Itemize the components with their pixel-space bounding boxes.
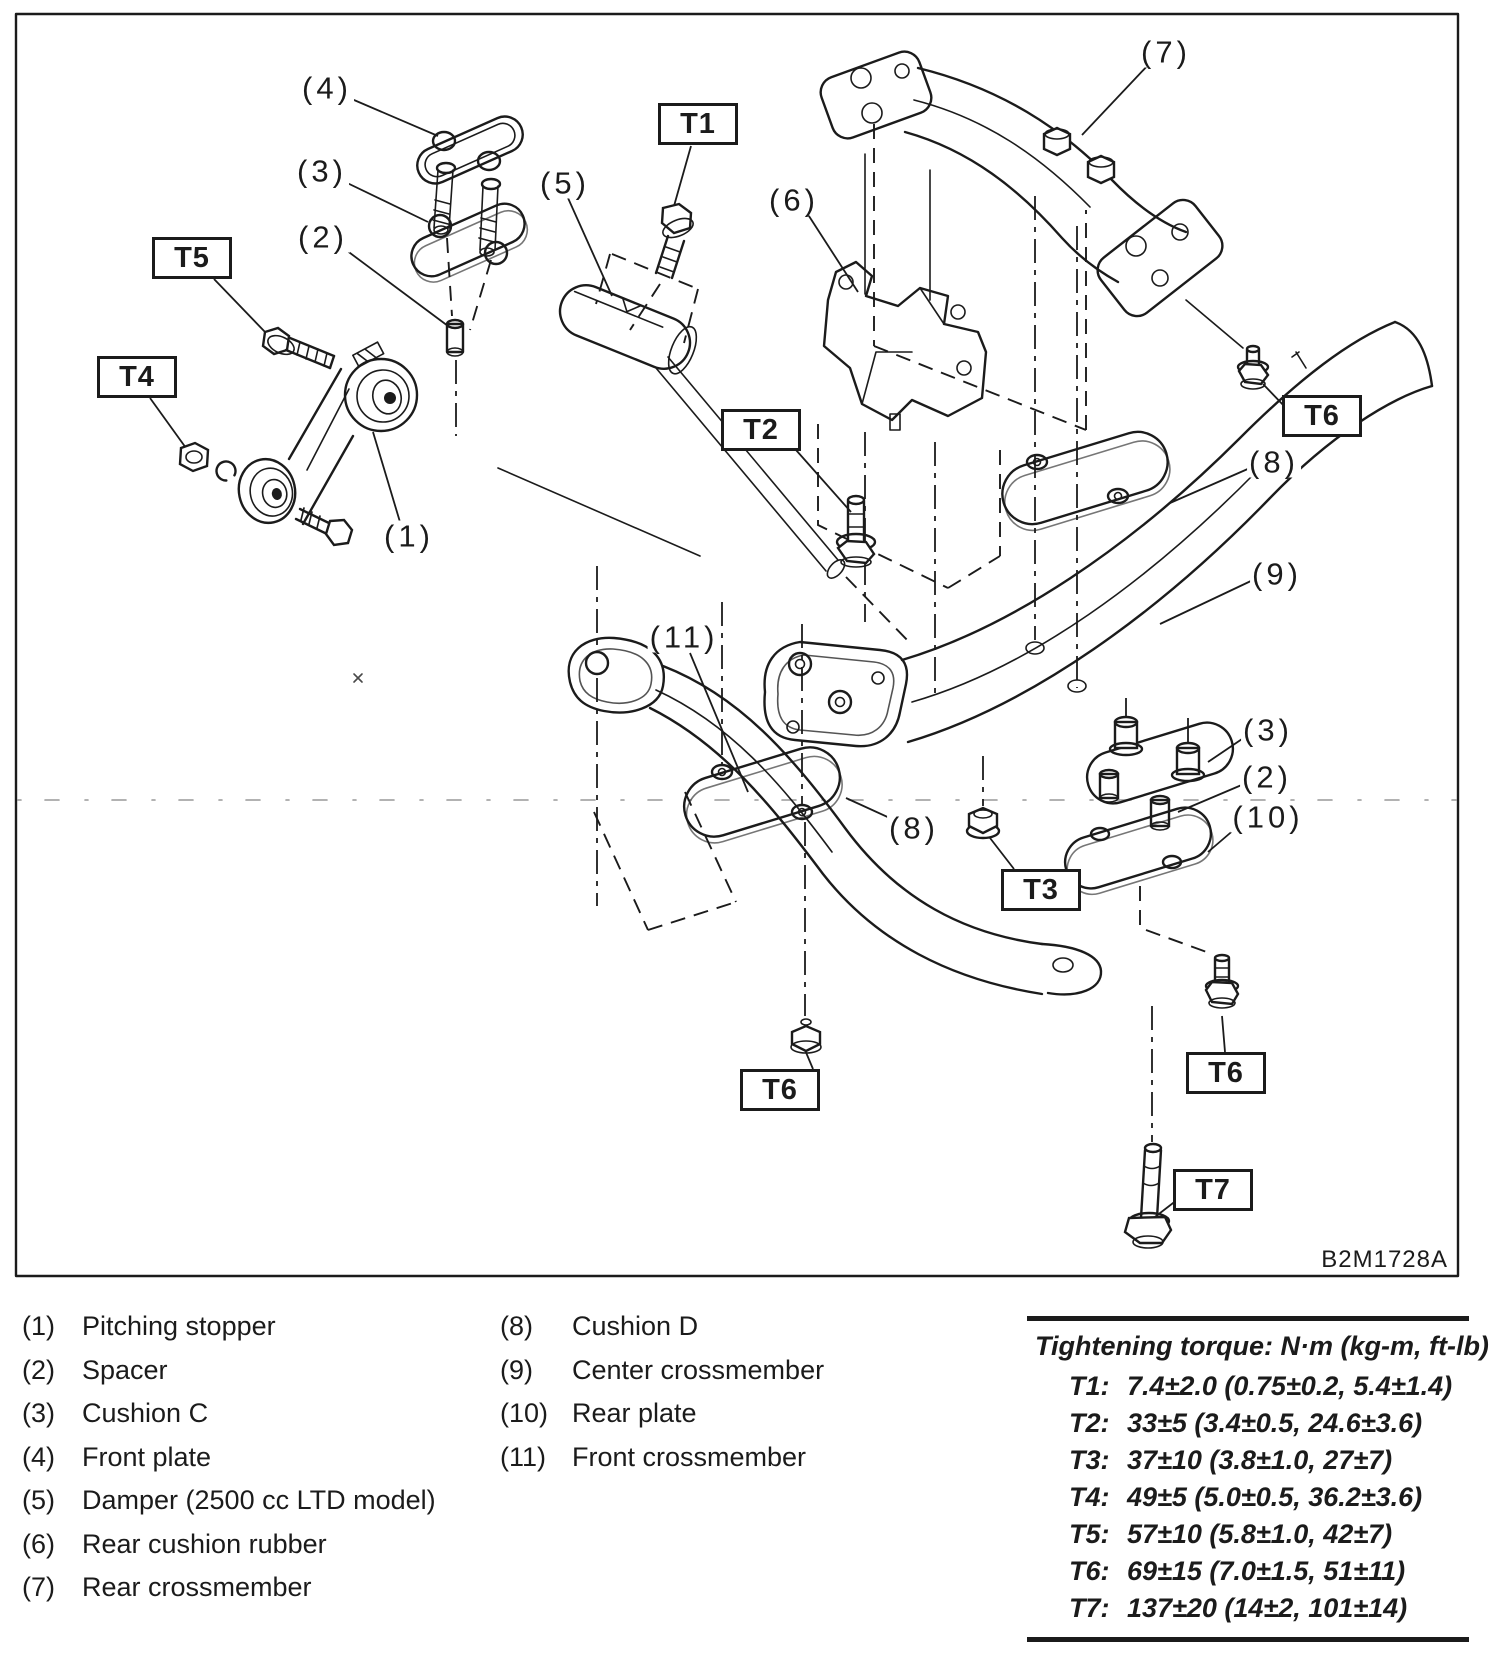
torque-row: T6: 69±15 (7.0±1.5, 51±11) (1069, 1556, 1406, 1586)
t6-bolt-lower-right (1206, 955, 1238, 1008)
t2-bolt (837, 496, 875, 567)
legend-column-2 (500, 1305, 824, 1479)
tightening-torque-table (1027, 1316, 1489, 1642)
callout-3-cushion-c-rear: (3) (1243, 712, 1293, 748)
legend-item: (11) Front crossmember (500, 1441, 807, 1472)
stopper-eye (345, 342, 417, 431)
part-cushion-c (405, 197, 533, 288)
part-rear-crossmember (816, 47, 1229, 688)
torque-label-t3: T3 (1001, 869, 1081, 911)
t7-bolt (1125, 1006, 1171, 1248)
torque-row: T2: 33±5 (3.4±0.5, 24.6±3.6) (1069, 1408, 1423, 1438)
torque-row: T1: 7.4±2.0 (0.75±0.2, 5.4±1.4) (1069, 1371, 1453, 1401)
callout-11-front-crossmember: (11) (649, 619, 719, 655)
figure-code: B2M1728A (1321, 1246, 1448, 1273)
callout-9-center-crossmember: (9) (1252, 556, 1302, 592)
part-damper (498, 254, 912, 645)
callout-1-pitching-stopper: (1) (384, 518, 434, 554)
legend-item: (9) Center crossmember (500, 1354, 825, 1385)
torque-row: T3: 37±10 (3.8±1.0, 27±7) (1069, 1445, 1393, 1475)
callout-8-cushion-d-lower: (8) (889, 810, 939, 846)
legend-item: (4) Front plate (22, 1441, 212, 1472)
legend-column-1 (22, 1305, 436, 1610)
t4-nut (180, 443, 208, 471)
callout-7-rear-crossmember: (7) (1141, 34, 1191, 70)
stopper-lower-bolt (296, 508, 352, 545)
callout-5-damper: (5) (540, 165, 590, 201)
part-rear-stack (1059, 698, 1240, 954)
stopper-bushing (233, 454, 301, 528)
torque-label-t6-lower-right: T6 (1186, 1052, 1266, 1094)
washer (213, 458, 239, 484)
callout-10-rear-plate: (10) (1232, 799, 1304, 835)
torque-label-t2: T2 (721, 409, 801, 451)
torque-label-t7: T7 (1173, 1169, 1253, 1211)
legend-item: (7) Rear crossmember (22, 1572, 312, 1602)
torque-label-t6-upper: T6 (1282, 395, 1362, 437)
t1-bolt (630, 204, 696, 330)
legend-item: (3) Cushion C (22, 1398, 209, 1428)
legend-item: (10) Rear plate (500, 1398, 697, 1428)
part-pitching-stopper (180, 328, 417, 545)
t3-nut (967, 756, 999, 838)
torque-label-t4: T4 (97, 356, 177, 398)
stray-mark (354, 674, 362, 682)
t5-bolt (263, 328, 334, 368)
legend-item: (6) Rear cushion rubber (22, 1528, 327, 1559)
callout-4-front-plate: (4) (302, 70, 352, 106)
callout-2-spacer-rear: (2) (1242, 759, 1292, 795)
callout-6-rear-cushion: (6) (769, 182, 819, 218)
callout-2-spacer: (2) (298, 219, 348, 255)
torque-label-t5: T5 (152, 237, 232, 279)
t6-nut-lower-left (791, 1019, 821, 1053)
torque-row: T4: 49±5 (5.0±0.5, 36.2±3.6) (1069, 1482, 1423, 1512)
legend-item: (5) Damper (2500 cc LTD model) (22, 1485, 436, 1515)
t6-bolt-upper (1186, 300, 1306, 389)
callout-3-cushion-c: (3) (297, 153, 347, 189)
part-cushion-d-lower (677, 602, 849, 1016)
legend-item: (8) Cushion D (500, 1311, 699, 1341)
torque-row: T5: 57±10 (5.8±1.0, 42±7) (1069, 1519, 1393, 1549)
part-rear-cushion-rubber (818, 154, 1000, 700)
legend-item: (1) Pitching stopper (22, 1311, 276, 1341)
callout-8-cushion-d-upper: (8) (1249, 444, 1299, 480)
torque-label-t6-lower-left: T6 (740, 1069, 820, 1111)
torque-label-t1: T1 (658, 103, 738, 145)
torque-row: T7: 137±20 (14±2, 101±14) (1069, 1593, 1408, 1623)
torque-table-heading: Tightening torque: N·m (kg-m, ft-lb) (1035, 1331, 1489, 1361)
legend-item: (2) Spacer (22, 1354, 168, 1385)
